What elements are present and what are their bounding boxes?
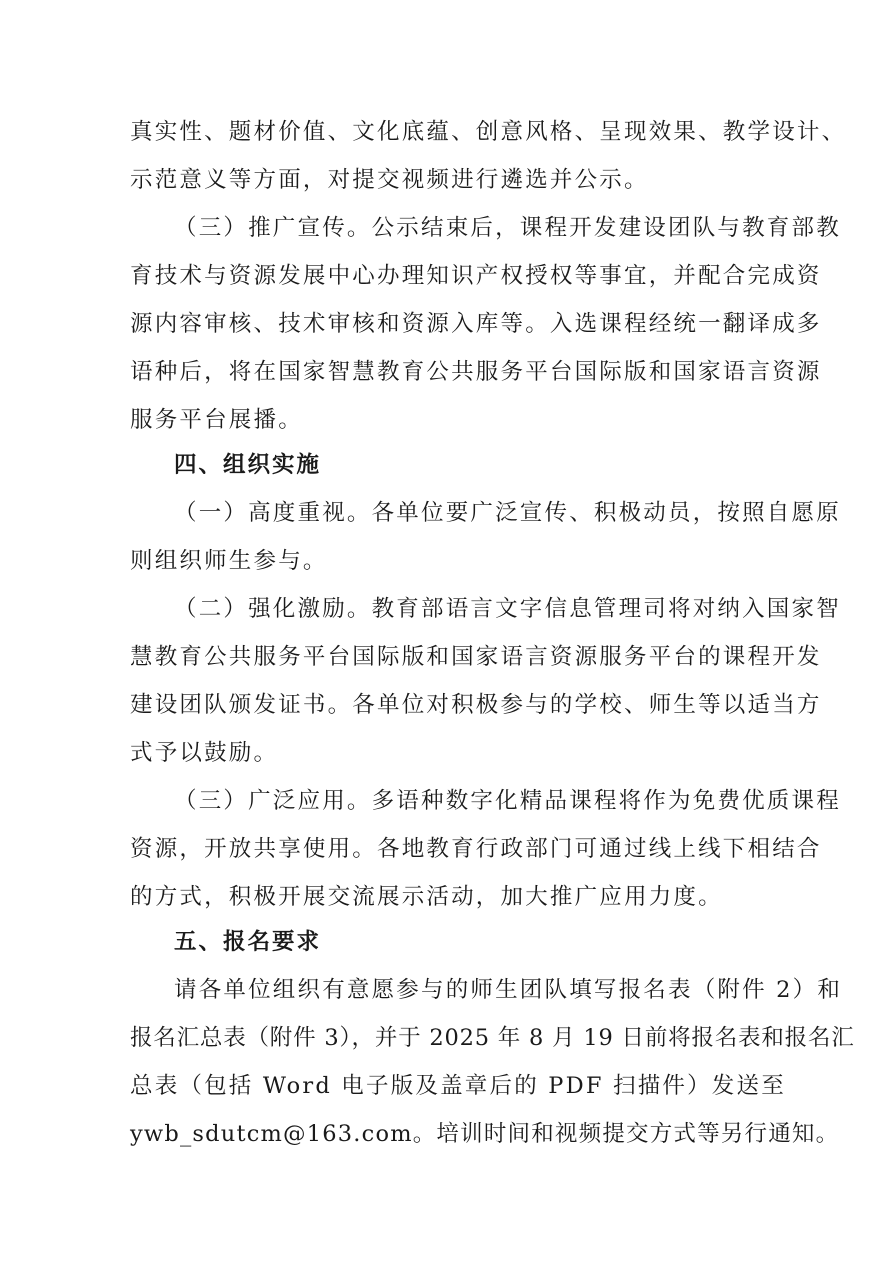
paragraph-line: 报名汇总表（附件 3），并于 2025 年 8 月 19 日前将报名表和报名汇	[130, 1025, 855, 1051]
paragraph-line: （三）推广宣传。公示结束后，课程开发建设团队与教育部教	[174, 215, 841, 241]
paragraph-line: 语种后，将在国家智慧教育公共服务平台国际版和国家语言资源	[130, 359, 822, 385]
paragraph-line: 示范意义等方面，对提交视频进行遴选并公示。	[130, 167, 649, 193]
paragraph-line: 的方式，积极开展交流展示活动，加大推广应用力度。	[130, 884, 723, 910]
paragraph-line: 慧教育公共服务平台国际版和国家语言资源服务平台的课程开发	[130, 644, 822, 670]
paragraph-line: （二）强化激励。教育部语言文字信息管理司将对纳入国家智	[174, 596, 841, 622]
paragraph-line: 请各单位组织有意愿参与的师生团队填写报名表（附件 2）和	[174, 977, 843, 1003]
paragraph-line: 则组织师生参与。	[130, 548, 328, 574]
paragraph-line: 服务平台展播。	[130, 407, 303, 433]
paragraph-line: ywb_sdutcm@163.com。培训时间和视频提交方式等另行通知。	[130, 1121, 840, 1147]
paragraph-line: 总表（包括 Word 电子版及盖章后的 PDF 扫描件）发送至	[130, 1073, 786, 1099]
paragraph-line: （三）广泛应用。多语种数字化精品课程将作为免费优质课程	[174, 788, 841, 814]
paragraph-line: 真实性、题材价值、文化底蕴、创意风格、呈现效果、教学设计、	[130, 119, 847, 145]
paragraph-line: （一）高度重视。各单位要广泛宣传、积极动员，按照自愿原	[174, 500, 841, 526]
paragraph-line: 式予以鼓励。	[130, 740, 279, 766]
section-heading: 四、组织实施	[174, 452, 322, 478]
paragraph-line: 源内容审核、技术审核和资源入库等。入选课程经统一翻译成多	[130, 311, 822, 337]
paragraph-line: 资源，开放共享使用。各地教育行政部门可通过线上线下相结合	[130, 836, 822, 862]
paragraph-line: 育技术与资源发展中心办理知识产权授权等事宜，并配合完成资	[130, 263, 822, 289]
paragraph-line: 建设团队颁发证书。各单位对积极参与的学校、师生等以适当方	[130, 692, 822, 718]
section-heading: 五、报名要求	[174, 929, 322, 955]
